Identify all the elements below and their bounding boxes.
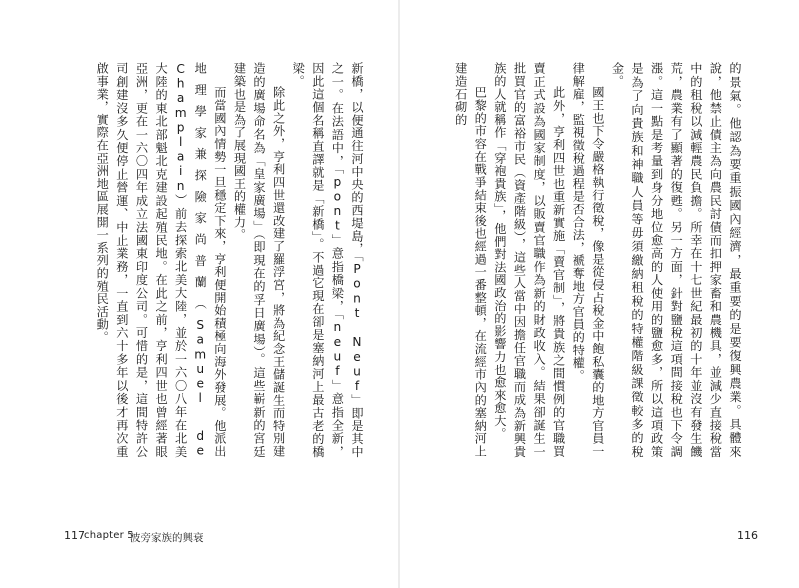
paragraph: 巴黎的市容在戰爭結束後也經過一番整頓，在流經市內的塞納河上建造石砌的	[453, 62, 488, 458]
chapter-label: chapter 5	[84, 530, 134, 541]
paragraph: 此外，亨利四世也重新實施「賣官制」，將貴族之間慣例的官職買賣正式設為國家制度，以販賣官職作為新的財政收入。結果卻誕生一批買官的富裕市民（資產階級），這些人當中因擔任官職而成為新興貴族的人就稱作「穿袍貴族」，他們對法國政治的影響力也愈來愈大。	[492, 62, 566, 458]
chapter-title: 波旁家族的興衰	[130, 532, 204, 544]
paragraph: 除此之外，亨利四世還改建了羅浮宮，將為紀念王儲誕生而特別建造的廣場命名為「皇家廣場」（即現在的孚日廣場）。這些嶄新的宮廷建築也是為了展現國王的權力。	[232, 62, 286, 458]
page-number: 117	[64, 529, 85, 542]
paragraph: 的景氣。他認為要重振國內經濟，最重要的是要復興農業。具體來說，他禁止債主為向農民討債而扣押家畜和農機具，並減少直接稅當中的租稅以減輕農民負擔。所幸在十七世紀最初的十年並沒有發生饑荒，農業有了顯著的復甦。另一方面，針對鹽稅這項間接稅也下令調漲。這一點是考量到身分地位愈高的人使用的鹽愈多，所以這項政策是為了向貴族和神職人員等毋須繳納租稅的特權階級課徵較多的稅金。	[610, 62, 742, 458]
left-page	[0, 0, 399, 588]
right-page-body	[453, 62, 744, 458]
paragraph: 而當國內情勢一旦穩定下來，亨利便開始積極向海外發展。他派出地理學家兼探險家尚普蘭（Samuel de Champlain）前去探索北美大陸，並於一六〇八年在北美大陸的東北部魁北克建設起殖民地。在此之前，亨利四世也曾經著眼亞洲，更在一六〇四年成立法國東印度公司。可惜的是，這間特許公司創建沒多久便停止營運、中止業務，一直到六十多年以後才再次重啟事業，實際在亞洲地區展開一系列的殖民活動。	[95, 62, 227, 458]
page-number: 116	[737, 529, 758, 542]
right-page	[400, 0, 799, 588]
paragraph: 國王也下令嚴格執行徵稅，像是從侵占稅金中飽私囊的地方官員一律解雇，監視徵稅過程是否合法，褫奪地方官員的特權。	[571, 62, 605, 458]
left-page-body	[95, 62, 366, 458]
paragraph: 新橋，以便通往河中央的西堤島，「Pont Neuf」即是其中之一。在法語中，「pont」意指橋梁，「neuf」意指全新，因此這個名稱直譯就是「新橋」。不過它現在卻是塞納河上最古老的橋梁。	[291, 62, 364, 458]
